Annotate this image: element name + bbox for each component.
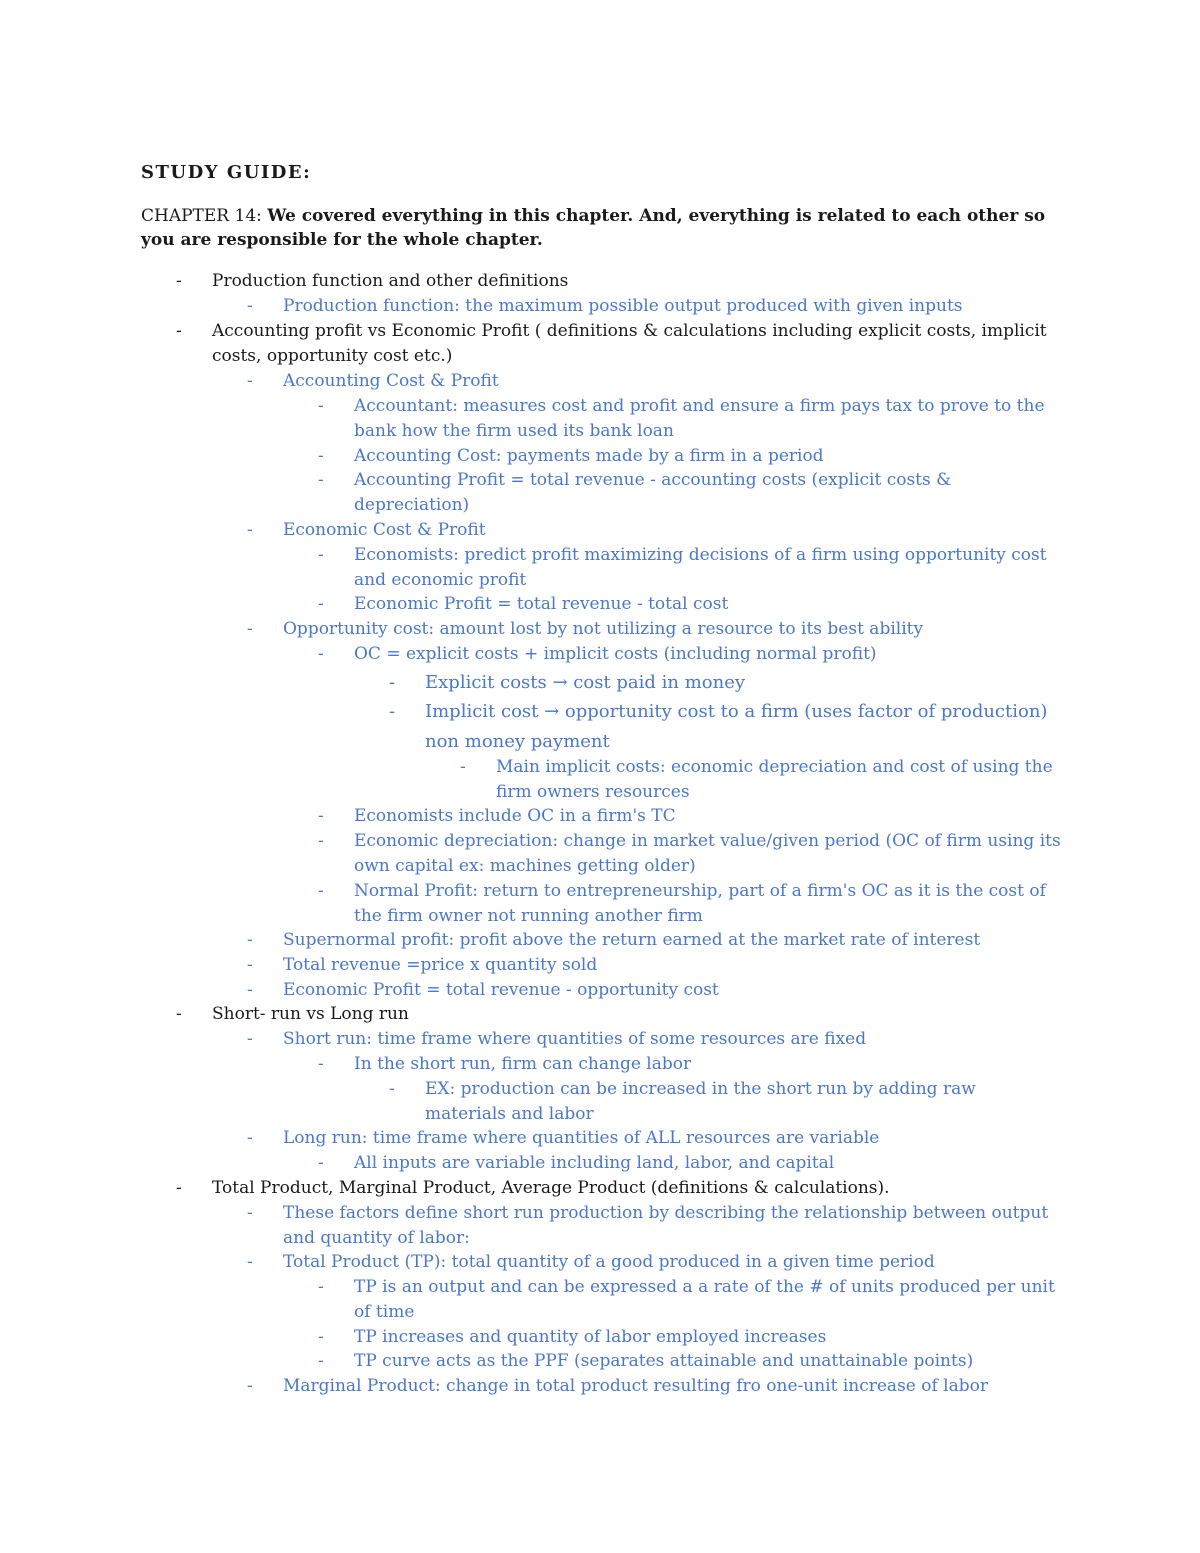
- outline-item-text: Accounting Cost & Profit: [283, 371, 499, 391]
- bullet-dash: -: [318, 806, 324, 826]
- bullet-dash: -: [389, 672, 396, 693]
- outline-item-text: Economic Profit = total revenue - total cost: [354, 594, 729, 614]
- outline-item-level-3: [318, 1349, 1062, 1374]
- chapter-note: We covered everything in this chapter. And, everything is related to each other so you are responsible for the whole chapter.: [141, 206, 1046, 250]
- outline-item-level-2: [247, 953, 1062, 978]
- bullet-dash: -: [247, 930, 253, 950]
- outline-item-text: Economists: predict profit maximizing decisions of a firm using opportunity cost and economic profit: [354, 545, 1047, 590]
- outline-item-level-2: [247, 1126, 1062, 1151]
- chapter-heading: [141, 204, 1071, 252]
- bullet-dash: -: [318, 1327, 324, 1347]
- bullet-dash: -: [176, 271, 182, 291]
- outline-item-level-2: [247, 369, 1062, 394]
- outline-item-text: Economic Cost & Profit: [283, 520, 486, 540]
- bullet-dash: -: [318, 1351, 324, 1371]
- outline-item-text: Economists include OC in a firm's TC: [354, 806, 676, 826]
- outline-item-text: Marginal Product: change in total product resulting fro one-unit increase of labor: [283, 1376, 989, 1396]
- outline-item-text: Main implicit costs: economic depreciation and cost of using the firm owners resources: [496, 757, 1053, 802]
- outline-item-level-4: [389, 668, 1062, 698]
- bullet-dash: -: [176, 321, 182, 341]
- outline-item-text: OC = explicit costs + implicit costs (including normal profit): [354, 644, 877, 664]
- bullet-dash: -: [247, 371, 253, 391]
- bullet-dash: -: [318, 1054, 324, 1074]
- bullet-dash: -: [318, 470, 324, 490]
- outline-item-text: Economic depreciation: change in market value/given period (OC of firm using its own capital ex: machines getting older): [354, 831, 1061, 876]
- bullet-dash: -: [318, 545, 324, 565]
- bullet-dash: -: [247, 955, 253, 975]
- bullet-dash: -: [318, 831, 324, 851]
- bullet-dash: -: [247, 1203, 253, 1223]
- outline-item-level-3: [318, 394, 1062, 444]
- outline-item-text: TP increases and quantity of labor employed increases: [354, 1327, 827, 1347]
- outline-item-level-3: [318, 1275, 1062, 1325]
- outline-item-text: Implicit cost → opportunity cost to a firm (uses factor of production) non money payment: [425, 701, 1048, 752]
- outline-item-level-2: [247, 518, 1062, 543]
- bullet-dash: -: [247, 1376, 253, 1396]
- outline-item-text: In the short run, firm can change labor: [354, 1054, 692, 1074]
- outline-item-text: Supernormal profit: profit above the return earned at the market rate of interest: [283, 930, 981, 950]
- outline-item-level-2: [247, 617, 1062, 642]
- outline-item-text: Accountant: measures cost and profit and ensure a firm pays tax to prove to the bank how the firm used its bank loan: [354, 396, 1045, 441]
- outline-item-level-3: [318, 642, 1062, 667]
- outline-item-text: EX: production can be increased in the short run by adding raw materials and labor: [425, 1079, 976, 1124]
- outline-item-text: Normal Profit: return to entrepreneurship, part of a firm's OC as it is the cost of the firm owner not running another firm: [354, 881, 1046, 926]
- outline-item-text: Long run: time frame where quantities of ALL resources are variable: [283, 1128, 880, 1148]
- bullet-dash: -: [318, 446, 324, 466]
- outline-item-level-3: [318, 543, 1062, 593]
- bullet-dash: -: [318, 881, 324, 901]
- outline-item-level-3: [318, 444, 1062, 469]
- bullet-dash: -: [247, 296, 253, 316]
- outline-item-level-3: [318, 1052, 1062, 1077]
- outline-item-text: Short- run vs Long run: [212, 1004, 409, 1024]
- outline-item-level-2: [247, 1374, 1062, 1399]
- bullet-dash: -: [318, 1153, 324, 1173]
- bullet-dash: -: [176, 1004, 182, 1024]
- outline-item-level-3: [318, 1325, 1062, 1350]
- outline-item-level-4: [389, 697, 1062, 757]
- bullet-dash: -: [389, 701, 396, 722]
- outline-item-text: Accounting profit vs Economic Profit ( definitions & calculations including explicit costs, implicit costs, opportunity cost etc.): [212, 321, 1047, 366]
- outline-item-text: Total Product (TP): total quantity of a good produced in a given time period: [283, 1252, 935, 1272]
- outline-item-level-1: [176, 1176, 1062, 1201]
- outline-item-text: Economic Profit = total revenue - opportunity cost: [283, 980, 719, 1000]
- outline-item-level-3: [318, 829, 1062, 879]
- outline-item-level-3: [318, 592, 1062, 617]
- outline-item-level-2: [247, 928, 1062, 953]
- outline-item-level-1: [176, 1002, 1062, 1027]
- outline-item-text: All inputs are variable including land, labor, and capital: [354, 1153, 835, 1173]
- bullet-dash: -: [460, 757, 466, 777]
- outline-item-level-3: [318, 1151, 1062, 1176]
- outline-item-level-3: [318, 879, 1062, 929]
- bullet-dash: -: [247, 619, 253, 639]
- outline-item-level-4: [389, 1077, 1062, 1127]
- outline-item-level-2: [247, 1027, 1062, 1052]
- outline-item-text: Accounting Cost: payments made by a firm in a period: [354, 446, 824, 466]
- chapter-label: CHAPTER 14:: [141, 206, 268, 226]
- outline-item-text: These factors define short run production by describing the relationship between output and quantity of labor:: [283, 1203, 1049, 1248]
- bullet-dash: -: [247, 1252, 253, 1272]
- bullet-dash: -: [247, 1029, 253, 1049]
- bullet-dash: -: [318, 1277, 324, 1297]
- outline-item-text: TP curve acts as the PPF (separates attainable and unattainable points): [354, 1351, 974, 1371]
- outline-item-level-2: [247, 294, 1062, 319]
- bullet-dash: -: [247, 980, 253, 1000]
- outline-item-level-2: [247, 978, 1062, 1003]
- outline-item-text: Production function: the maximum possible output produced with given inputs: [283, 296, 963, 316]
- outline-item-level-3: [318, 468, 1062, 518]
- bullet-dash: -: [318, 644, 324, 664]
- bullet-dash: -: [389, 1079, 395, 1099]
- outline-item-level-2: [247, 1250, 1062, 1275]
- outline-item-text: Accounting Profit = total revenue - accounting costs (explicit costs & depreciation): [354, 470, 952, 515]
- bullet-dash: -: [247, 1128, 253, 1148]
- outline-item-text: Opportunity cost: amount lost by not utilizing a resource to its best ability: [283, 619, 924, 639]
- outline-item-level-2: [247, 1201, 1062, 1251]
- outline-item-level-1: [176, 319, 1062, 369]
- outline-item-level-5: [460, 755, 1062, 805]
- outline-item-text: Total revenue =price x quantity sold: [283, 955, 598, 975]
- outline-item-text: Explicit costs → cost paid in money: [425, 672, 746, 693]
- bullet-dash: -: [176, 1178, 182, 1198]
- page-title: STUDY GUIDE:: [141, 162, 312, 183]
- bullet-dash: -: [247, 520, 253, 540]
- bullet-dash: -: [318, 396, 324, 416]
- outline-item-text: Production function and other definitions: [212, 271, 569, 291]
- outline-item-level-1: [176, 269, 1062, 294]
- outline-item-text: Short run: time frame where quantities of some resources are fixed: [283, 1029, 867, 1049]
- outline-item-level-3: [318, 804, 1062, 829]
- bullet-dash: -: [318, 594, 324, 614]
- outline-item-text: TP is an output and can be expressed a a rate of the # of units produced per unit of time: [354, 1277, 1055, 1322]
- outline-item-text: Total Product, Marginal Product, Average Product (definitions & calculations).: [212, 1178, 890, 1198]
